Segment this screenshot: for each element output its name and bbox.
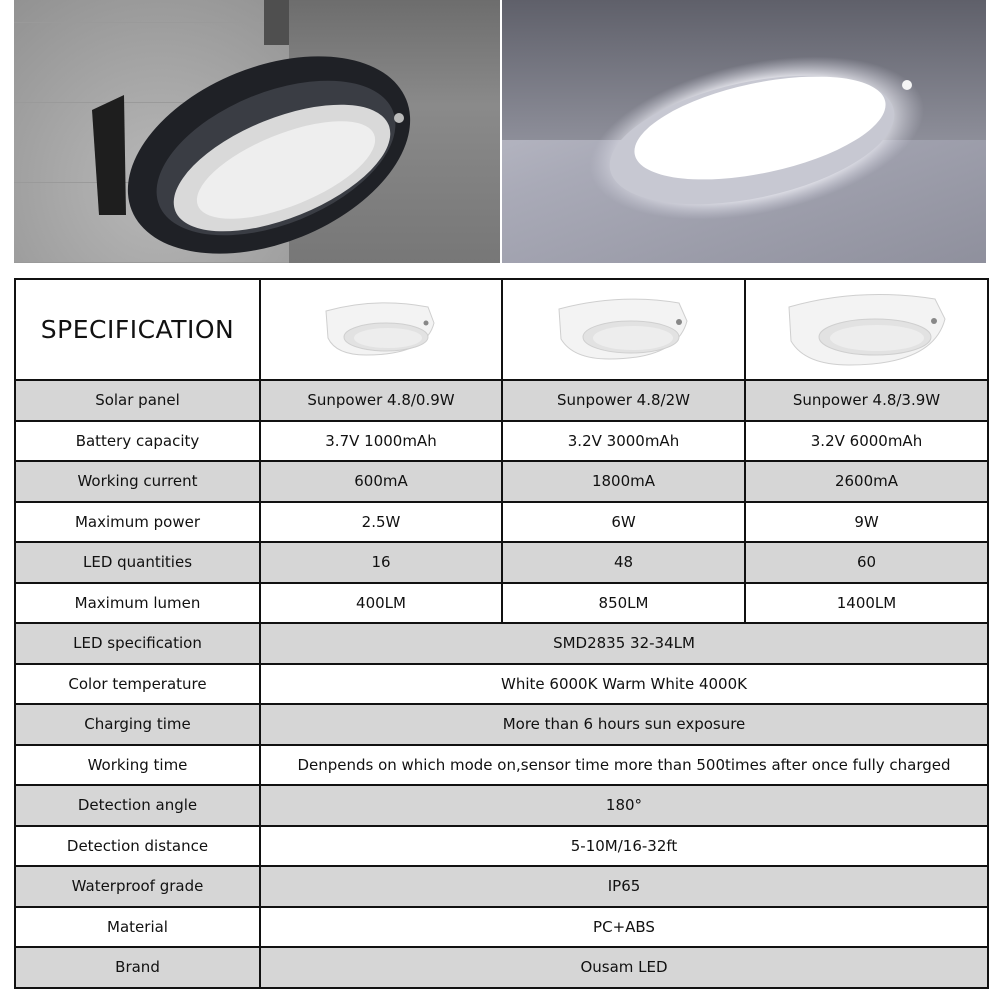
table-row [15,826,988,867]
table-row [15,421,988,462]
row-label: Material [15,907,260,948]
cell-value: Denpends on which mode on,sensor time more than 500times after once fully charged [260,745,988,786]
cell-value: 9W [745,502,988,543]
cell-value: PC+ABS [260,907,988,948]
cell-value: Sunpower 4.8/2W [502,380,745,421]
table-row [15,461,988,502]
cell-value: 1800mA [502,461,745,502]
cell-value: More than 6 hours sun exposure [260,704,988,745]
cell-value: SMD2835 32-34LM [260,623,988,664]
cell-value: 3.2V 6000mAh [745,421,988,462]
row-label: Detection distance [15,826,260,867]
cell-value: 600mA [260,461,502,502]
row-label: Color temperature [15,664,260,705]
cell-value: 2.5W [260,502,502,543]
table-row [15,502,988,543]
row-label: Battery capacity [15,421,260,462]
row-label: LED quantities [15,542,260,583]
row-label: Maximum power [15,502,260,543]
table-row [15,664,988,705]
table-row [15,623,988,664]
lamp-wall-photo [14,0,500,263]
table-row [15,785,988,826]
row-label: Charging time [15,704,260,745]
cell-value: 48 [502,542,745,583]
black-lamp-image [14,0,500,263]
table-row [15,907,988,948]
cell-value: IP65 [260,866,988,907]
row-label: LED specification [15,623,260,664]
table-header-row [15,279,988,380]
lamp-lit-photo [502,0,986,263]
table-row [15,704,988,745]
table-row [15,542,988,583]
cell-value: 3.2V 3000mAh [502,421,745,462]
lit-lamp-image [502,0,986,263]
specification-table [14,278,989,989]
table-row [15,380,988,421]
cell-value: 60 [745,542,988,583]
row-label: Working time [15,745,260,786]
product-image-small [260,279,502,380]
cell-value: 3.7V 1000mAh [260,421,502,462]
row-label: Brand [15,947,260,988]
cell-value: 850LM [502,583,745,624]
table-row [15,947,988,988]
cell-value: 5-10M/16-32ft [260,826,988,867]
row-label: Waterproof grade [15,866,260,907]
product-image-large [745,279,988,380]
table-row [15,866,988,907]
page-title: SPECIFICATION [40,315,235,344]
row-label: Maximum lumen [15,583,260,624]
cell-value: Ousam LED [260,947,988,988]
cell-value: 180° [260,785,988,826]
product-image-medium [502,279,745,380]
spec-title-cell [15,279,260,380]
row-label: Working current [15,461,260,502]
cell-value: Sunpower 4.8/3.9W [745,380,988,421]
row-label: Solar panel [15,380,260,421]
cell-value: 6W [502,502,745,543]
cell-value: 2600mA [745,461,988,502]
cell-value: 400LM [260,583,502,624]
small-lamp-icon [316,293,446,363]
cell-value: White 6000K Warm White 4000K [260,664,988,705]
cell-value: 16 [260,542,502,583]
table-row [15,583,988,624]
row-label: Detection angle [15,785,260,826]
cell-value: 1400LM [745,583,988,624]
cell-value: Sunpower 4.8/0.9W [260,380,502,421]
medium-lamp-icon [549,289,699,367]
table-row [15,745,988,786]
large-lamp-icon [779,285,954,371]
